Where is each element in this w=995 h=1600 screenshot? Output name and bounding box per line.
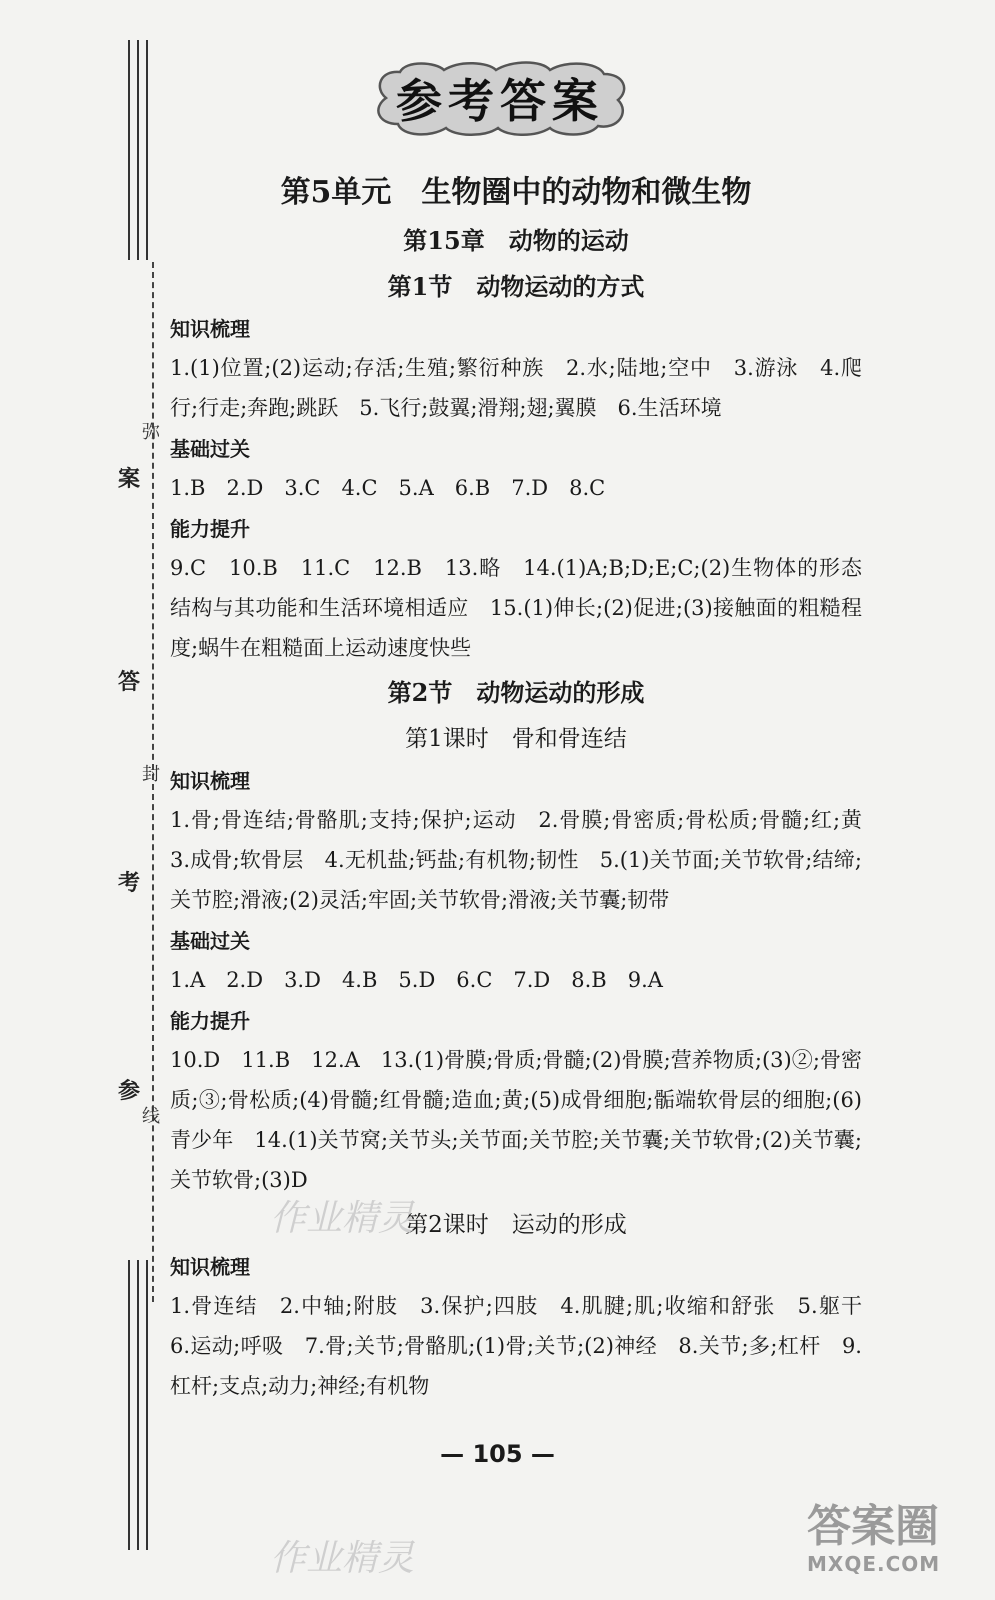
lesson-2-knowledge-answers: 1.骨连结 2.中轴;附肢 3.保护;四肢 4.肌腱;肌;收缩和舒张 5.躯干 6.运动;呼吸 7.骨;关节;骨骼肌;(1)骨;关节;(2)神经 8.关节;多;杠杆 9.杠杆;支点;动力;神经;有机物: [170, 1294, 883, 1398]
margin-char-kao: 考: [118, 870, 141, 896]
margin-char-feng: 封: [142, 764, 160, 785]
margin-char-xian: 线: [142, 1106, 160, 1127]
section-1-ability-answers: 9.C 10.B 11.C 12.B 13.略 14.(1)A;B;D;E;C;(2)生物体的形态结构与其功能和生活环境相适应 15.(1)伸长;(2)促进;(3)接触面的粗糙程度;蜗牛在粗糙面上运动速度快些: [170, 556, 862, 660]
lesson-2-knowledge-label: 知识梳理: [170, 1255, 250, 1279]
margin-lines-bottom: [128, 1260, 156, 1550]
page-number: — 105 —: [440, 1440, 555, 1468]
watermark-mid: 作业精灵: [270, 1198, 415, 1239]
lesson-2-heading: 第2课时 运动的形成: [405, 1212, 627, 1238]
margin-char-da: 答: [118, 669, 141, 695]
margin-char-an: 案: [118, 466, 141, 492]
answer-title-badge: [366, 58, 634, 138]
margin-char-can: 参: [118, 1078, 141, 1104]
watermark-bottom: 作业精灵: [270, 1538, 415, 1579]
lesson-1-basic-answers: 1.A 2.D 3.D 4.B 5.D 6.C 7.D 8.B 9.A: [170, 968, 663, 992]
section-1-ability-label: 能力提升: [170, 517, 250, 541]
section-1-knowledge-label: 知识梳理: [170, 317, 250, 341]
section-1-basic-answers: 1.B 2.D 3.C 4.C 5.A 6.B 7.D 8.C: [170, 476, 606, 500]
margin-char-mi: 弥: [142, 422, 160, 443]
section-1-heading: 第1节 动物运动的方式: [387, 272, 645, 301]
lesson-1-basic-label: 基础过关: [170, 929, 250, 953]
lesson-1-knowledge-answers: 1.骨;骨连结;骨骼肌;支持;保护;运动 2.骨膜;骨密质;骨松质;骨髓;红;黄 3.成骨;软骨层 4.无机盐;钙盐;有机物;韧性 5.(1)关节面;关节软骨;结缔;关节腔;滑液;(2)灵活;牢固;关节软骨;滑液;关节囊;韧带: [170, 808, 883, 912]
corner-site-logo: [807, 1502, 977, 1582]
section-1-knowledge-answers: 1.(1)位置;(2)运动;存活;生殖;繁衍种族 2.水;陆地;空中 3.游泳 4.爬行;行走;奔跑;跳跃 5.飞行;鼓翼;滑翔;翅;翼膜 6.生活环境: [170, 356, 862, 420]
lesson-1-ability-label: 能力提升: [170, 1009, 250, 1033]
corner-logo-url: MXQE.COM: [807, 1552, 941, 1576]
margin-lines-top: [128, 40, 156, 260]
lesson-1-heading: 第1课时 骨和骨连结: [405, 726, 627, 752]
chapter-heading: 第15章 动物的运动: [403, 226, 629, 255]
page-title: 参考答案: [396, 74, 604, 128]
lesson-1-knowledge-label: 知识梳理: [170, 769, 250, 793]
section-1-basic-label: 基础过关: [170, 437, 250, 461]
unit-heading: 第5单元 生物圈中的动物和微生物: [280, 175, 752, 210]
lesson-1-ability-answers: 10.D 11.B 12.A 13.(1)骨膜;骨质;骨髓;(2)骨膜;营养物质;(3)②;骨密质;③;骨松质;(4)骨髓;红骨髓;造血;黄;(5)成骨细胞;骺端软骨层的细胞;(6)青少年 14.(1)关节窝;关节头;关节面;关节腔;关节囊;关节软骨;(2)关节囊;关节软骨;(3)D: [170, 1048, 862, 1192]
corner-logo-text: 答案圈: [807, 1501, 939, 1552]
section-2-heading: 第2节 动物运动的形成: [387, 678, 645, 707]
